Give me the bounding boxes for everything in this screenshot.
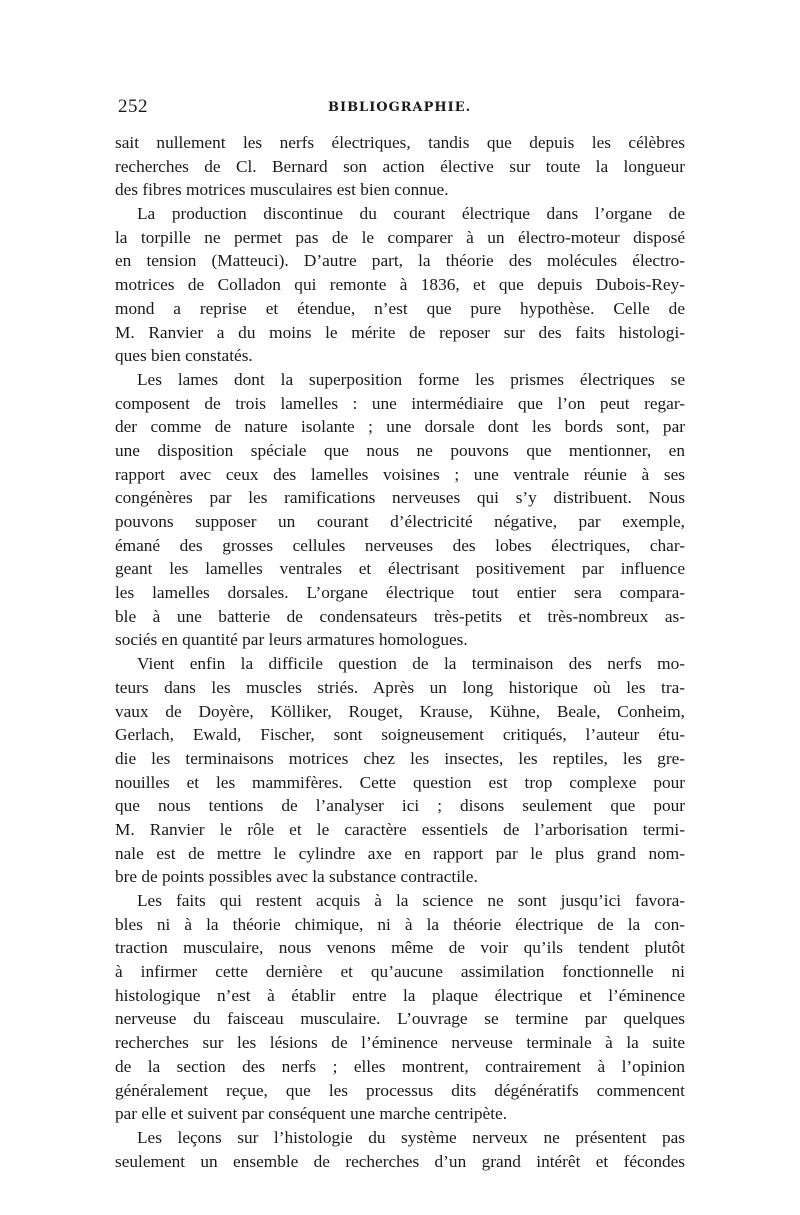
text-line: les lamelles dorsales. L’organe électrique tout entier sera compara-	[115, 583, 685, 603]
text-line: motrices de Colladon qui remonte à 1836, et que depuis Dubois-Rey-	[115, 275, 685, 295]
text-line: Les faits qui restent acquis à la science ne sont jusqu’ici favora-	[137, 891, 685, 910]
text-line: vaux de Doyère, Kölliker, Rouget, Krause, Kühne, Beale, Conheim,	[115, 701, 685, 721]
text-line: ble à une batterie de condensateurs très-petits et très-nombreux as-	[115, 606, 685, 626]
text-line: que nous tentions de l’analyser ici ; disons seulement que pour	[115, 796, 685, 816]
text-line: recherches sur les lésions de l’éminence nerveuse terminale à la suite	[115, 1033, 685, 1053]
text-line: congénères par les ramifications nerveuses qui s’y distribuent. Nous	[115, 488, 685, 508]
text-line: émané des grosses cellules nerveuses des lobes électriques, char-	[115, 535, 685, 555]
text-line: Les leçons sur l’histologie du système nerveux ne présentent pas	[137, 1127, 685, 1147]
text-line: nouilles et les mammifères. Cette question est trop complexe pour	[115, 772, 685, 792]
text-line: sociés en quantité par leurs armatures homologues.	[115, 630, 468, 650]
text-line: à infirmer cette dernière et qu’aucune assimilation fonctionnelle ni	[115, 962, 685, 982]
text-line: bre de points possibles avec la substance contractile.	[115, 867, 478, 887]
text-line: geant les lamelles ventrales et électrisant positivement par influence	[115, 559, 685, 579]
text-line: traction musculaire, nous venons même de voir qu’ils tendent plutôt	[115, 938, 685, 958]
text-line: des fibres motrices musculaires est bien connue.	[115, 180, 449, 200]
text-line: recherches de Cl. Bernard son action élective sur toute la longueur	[115, 156, 685, 176]
text-line: die les terminaisons motrices chez les insectes, les reptiles, les gre-	[115, 748, 685, 768]
text-line: teurs dans les muscles striés. Après un long historique où les tra-	[115, 677, 685, 697]
text-line: Vient enfin la difficile question de la terminaison des nerfs mo-	[137, 654, 685, 674]
text-line: généralement reçue, que les processus dits dégénératifs commencent	[115, 1080, 685, 1100]
text-line: ques bien constatés.	[115, 346, 253, 366]
text-line: une disposition spéciale que nous ne pouvons que mentionner, en	[115, 440, 685, 460]
running-head	[118, 96, 684, 122]
text-line: de la section des nerfs ; elles montrent, contrairement à l’opinion	[115, 1056, 685, 1076]
text-line: Gerlach, Ewald, Fischer, sont soigneusement critiqués, l’auteur étu-	[115, 725, 685, 745]
text-line: composent de trois lamelles : une intermédiaire que l’on peut regar-	[115, 393, 685, 413]
text-line: mond a reprise et étendue, n’est que pure hypothèse. Celle de	[115, 298, 685, 318]
text-line: nerveuse du faisceau musculaire. L’ouvrage se termine par quelques	[115, 1009, 685, 1029]
text-line: rapport avec ceux des lamelles voisines ; une ventrale réunie à ses	[115, 464, 685, 484]
text-line: der comme de nature isolante ; une dorsale dont les bords sont, par	[115, 417, 685, 437]
text-line: nale est de mettre le cylindre axe en rapport par le plus grand nom-	[115, 843, 685, 863]
text-line: sait nullement les nerfs électriques, tandis que depuis les célèbres	[115, 133, 685, 152]
text-line: bles ni à la théorie chimique, ni à la théorie électrique de la con-	[115, 914, 685, 934]
text-line: M. Ranvier le rôle et le caractère essentiels de l’arborisation termi-	[115, 819, 685, 839]
text-line: Les lames dont la superposition forme les prismes électriques se	[137, 369, 685, 389]
text-line: histologique n’est à établir entre la plaque électrique et l’éminence	[115, 985, 685, 1005]
text-line: La production discontinue du courant électrique dans l’organe de	[137, 204, 685, 224]
text-line: pouvons supposer un courant d’électricité négative, par exemple,	[115, 512, 685, 531]
text-line: M. Ranvier a du moins le mérite de reposer sur des faits histologi-	[115, 322, 685, 342]
text-line: par elle et suivent par conséquent une marche centripète.	[115, 1104, 508, 1124]
text-line: seulement un ensemble de recherches d’un grand intérêt et fécondes	[115, 1151, 685, 1171]
body-text	[115, 131, 685, 1173]
text-line: la torpille ne permet pas de le comparer à un électro-moteur disposé	[115, 227, 685, 247]
text-line: en tension (Matteuci). D’autre part, la théorie des molécules électro-	[115, 251, 685, 271]
page-number: 252	[118, 96, 148, 117]
running-title: BIBLIOGRAPHIE.	[328, 100, 472, 115]
